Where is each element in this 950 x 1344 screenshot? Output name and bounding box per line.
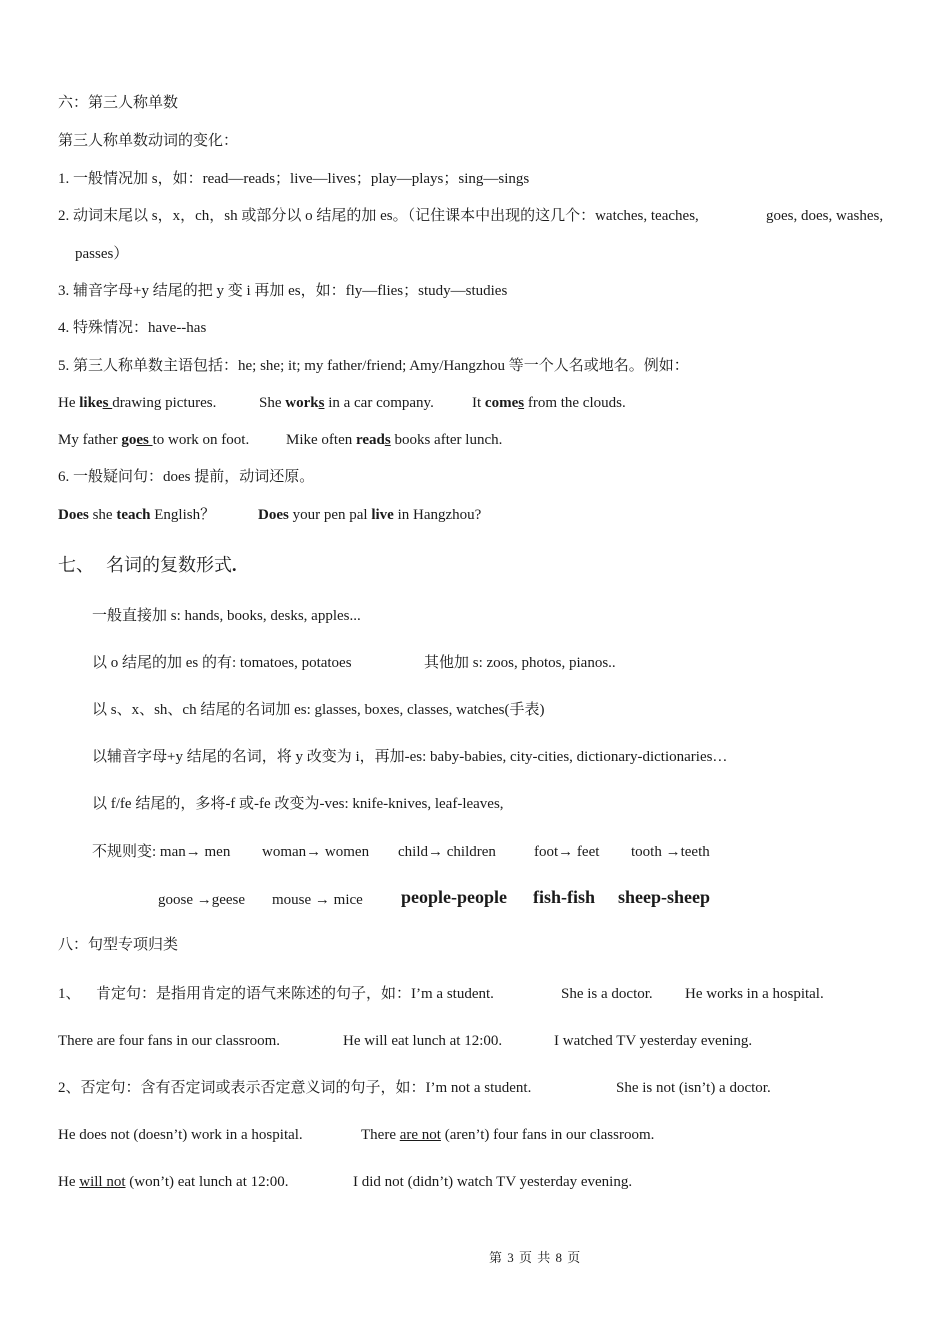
irregular-plural: tooth →teeth: [631, 844, 710, 860]
pattern-2-example: She is not (isn’t) a doctor.: [616, 1080, 771, 1096]
pattern-1: 肯定句：是指用肯定的语气来陈述的句子，如：I’m a student.: [96, 986, 494, 1002]
example-sentence-3: It comes from the clouds.: [472, 395, 626, 411]
irregular-plural-bold: fish-fish: [533, 887, 596, 907]
rule-2: 2. 动词末尾以 s，x，ch，sh 或部分以 o 结尾的加 es。（记住课本中出现的这几个：watches, teaches,: [58, 208, 699, 224]
pattern-2-example: He does not (doesn’t) work in a hospital.: [58, 1127, 303, 1143]
rule-6: 6. 一般疑问句：does 提前，动词还原。: [58, 469, 315, 485]
section-7-title: 名词的复数形式.: [106, 555, 237, 575]
irregular-plural: child→ children: [398, 844, 496, 860]
plural-rule-2b: 其他加 s: zoos, photos, pianos..: [424, 655, 616, 671]
example-sentence-2: She works in a car company.: [259, 395, 434, 411]
section-7-number: 七、: [58, 555, 94, 575]
pattern-2-example: There are not (aren’t) four fans in our classroom.: [361, 1127, 655, 1143]
question-example-2: Does your pen pal live in Hangzhou?: [258, 507, 482, 523]
question-example-1: Does she teach English？: [58, 507, 216, 523]
plural-rule-1: 一般直接加 s: hands, books, desks, apples...: [92, 608, 361, 624]
rule-3: 3. 辅音字母+y 结尾的把 y 变 i 再加 es，如：fly—flies；study—studies: [58, 283, 508, 299]
section-6-intro: 第三人称单数动词的变化：: [58, 133, 239, 149]
plural-rule-3: 以 s、x、sh、ch 结尾的名词加 es: glasses, boxes, classes, watches(手表): [92, 702, 545, 718]
plural-rule-2: 以 o 结尾的加 es 的有: tomatoes, potatoes: [92, 655, 352, 671]
rule-2-end: passes）: [75, 246, 129, 262]
irregular-plural: woman→ women: [262, 844, 370, 860]
pattern-1-example: She is a doctor.: [561, 986, 653, 1002]
rule-1: 1. 一般情况加 s，如：read—reads；live—lives；play—plays；sing—sings: [58, 171, 530, 187]
pattern-1-example: There are four fans in our classroom.: [58, 1033, 280, 1049]
irregular-plural: goose →geese: [158, 892, 246, 908]
section-8-title: 八：句型专项归类: [58, 937, 179, 953]
page-number: 第 3 页 共 8 页: [489, 1250, 582, 1265]
pattern-2-example: I did not (didn’t) watch TV yesterday evening.: [353, 1174, 633, 1190]
plural-rule-4: 以辅音字母+y 结尾的名词，将 y 改变为 i，再加-es: baby-babies, city-cities, dictionary-dictionaries…: [92, 749, 728, 765]
example-sentence-4: My father goes to work on foot.: [58, 432, 250, 448]
irregular-plurals-row-1: 不规则变: man→ men: [92, 844, 231, 860]
pattern-1-example: I watched TV yesterday evening.: [554, 1033, 753, 1049]
example-sentence-1: He likes drawing pictures.: [58, 395, 217, 411]
plural-rule-5: 以 f/fe 结尾的，多将-f 或-fe 改变为-ves: knife-knives, leaf-leaves,: [92, 796, 504, 812]
rule-5: 5. 第三人称单数主语包括：he; she; it; my father/friend; Amy/Hangzhou 等一个人名或地名。例如：: [58, 358, 689, 374]
irregular-plural-bold: people-people: [401, 887, 507, 907]
pattern-2-example: He will not (won’t) eat lunch at 12:00.: [58, 1174, 289, 1190]
pattern-1-number: 1、: [58, 986, 81, 1002]
rule-2-continued: goes, does, washes,: [766, 208, 884, 224]
pattern-2: 2、否定句：含有否定词或表示否定意义词的句子，如：I’m not a student.: [58, 1080, 532, 1096]
section-6-title: 六：第三人称单数: [58, 95, 179, 111]
pattern-1-example: He will eat lunch at 12:00.: [343, 1033, 503, 1049]
irregular-plural-bold: sheep-sheep: [618, 887, 711, 907]
rule-4: 4. 特殊情况：have--has: [58, 320, 207, 336]
pattern-1-example: He works in a hospital.: [685, 986, 824, 1002]
example-sentence-5: Mike often reads books after lunch.: [286, 432, 503, 448]
irregular-plural: foot→ feet: [534, 844, 600, 860]
irregular-plural: mouse → mice: [272, 892, 363, 908]
